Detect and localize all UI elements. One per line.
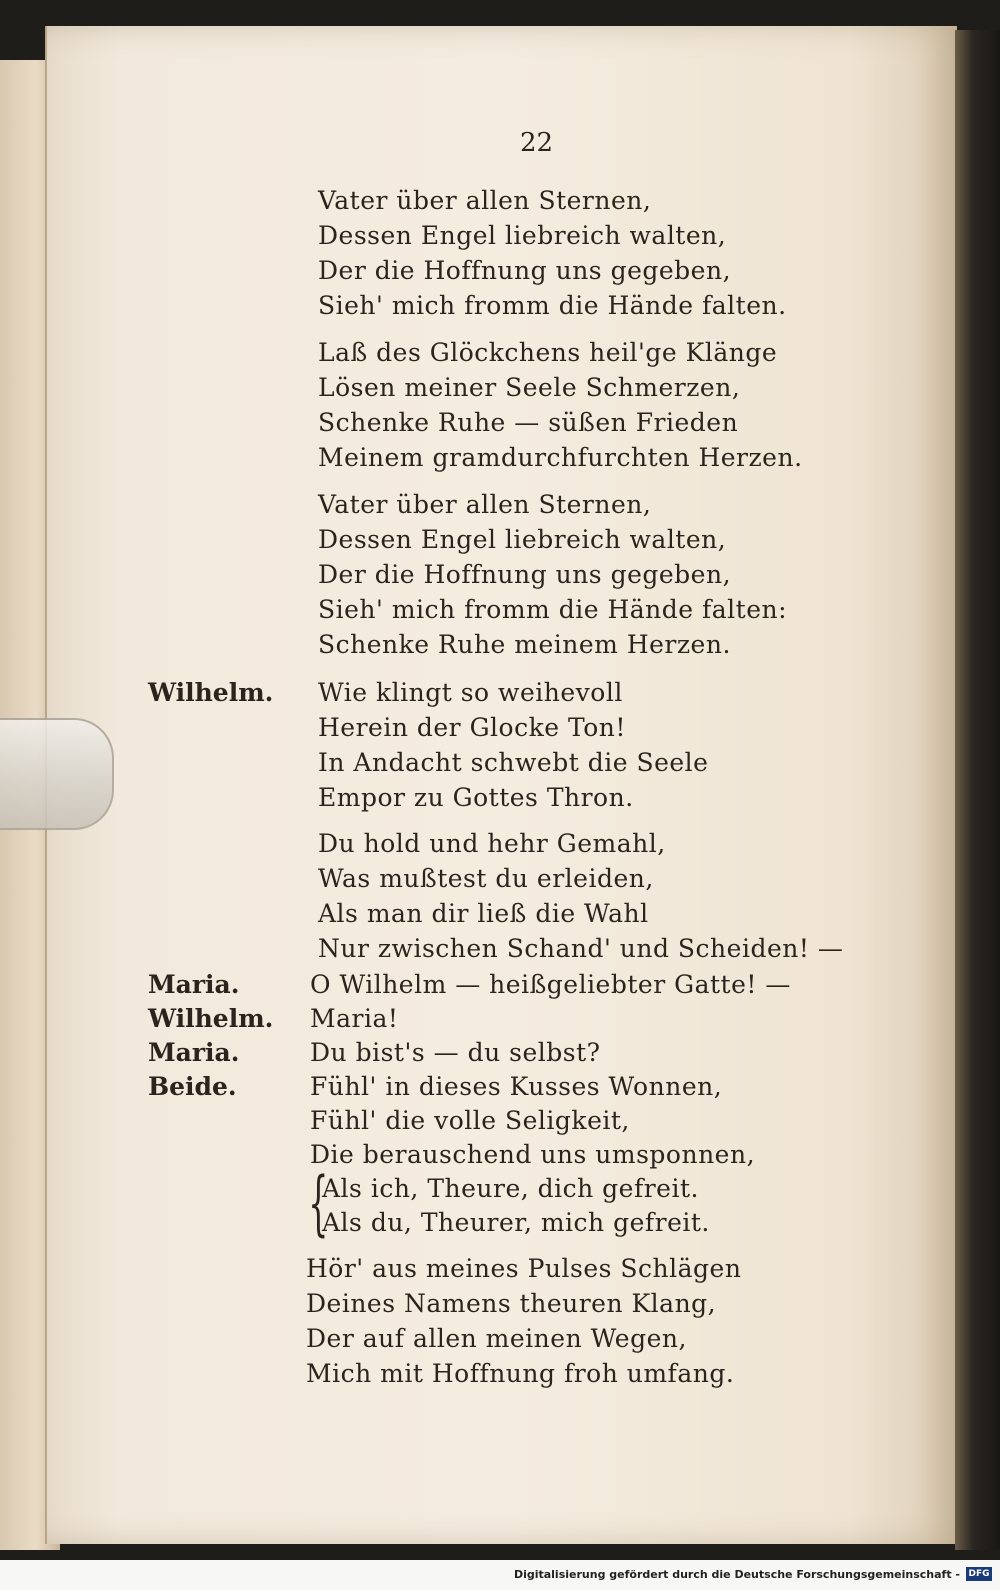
page-number: 22 — [520, 128, 554, 158]
text-line: Sieh' mich fromm die Hände falten: — [318, 595, 788, 624]
text-line: Wie klingt so weihevoll — [318, 678, 623, 707]
text-line: In Andacht schwebt die Seele — [318, 748, 709, 777]
text-line: Die berauschend uns umsponnen, — [310, 1140, 756, 1169]
speaker-label: Wilhelm. — [148, 1004, 274, 1033]
text-line: Nur zwischen Schand' und Scheiden! — — [318, 934, 844, 963]
text-line: Mich mit Hoffnung froh umfang. — [306, 1359, 735, 1388]
text-line: Du bist's — du selbst? — [310, 1038, 601, 1067]
text-line: Schenke Ruhe meinem Herzen. — [318, 630, 731, 659]
text-line: Sieh' mich fromm die Hände falten. — [318, 291, 787, 320]
text-line: Schenke Ruhe — süßen Frieden — [318, 408, 739, 437]
text-line: O Wilhelm — heißgeliebter Gatte! — — [310, 970, 791, 999]
text-line: Als ich, Theure, dich gefreit. — [322, 1174, 699, 1203]
footer-credit: Digitalisierung gefördert durch die Deutsche Forschungsgemeinschaft - — [513, 1568, 960, 1581]
speaker-label: Wilhelm. — [148, 678, 274, 707]
text-line: Deines Namens theuren Klang, — [306, 1289, 717, 1318]
text-line: Was mußtest du erleiden, — [318, 864, 654, 893]
text-line: Der die Hoffnung uns gegeben, — [318, 256, 732, 285]
text-line: Vater über allen Sternen, — [318, 186, 652, 215]
text-line: Vater über allen Sternen, — [318, 490, 652, 519]
right-page-edge — [955, 30, 1000, 1550]
text-line: Hör' aus meines Pulses Schlägen — [306, 1254, 742, 1283]
bracket-brace: { — [308, 1162, 329, 1244]
text-line: Der die Hoffnung uns gegeben, — [318, 560, 732, 589]
text-line: Empor zu Gottes Thron. — [318, 783, 634, 812]
text-line: Als man dir ließ die Wahl — [318, 899, 649, 928]
text-line: Als du, Theurer, mich gefreit. — [322, 1208, 710, 1237]
text-line: Dessen Engel liebreich walten, — [318, 221, 727, 250]
text-line: Lösen meiner Seele Schmerzen, — [318, 373, 741, 402]
text-line: Fühl' die volle Seligkeit, — [310, 1106, 630, 1135]
speaker-label: Beide. — [148, 1072, 237, 1101]
dfg-logo: DFG — [966, 1567, 992, 1581]
text-line: Herein der Glocke Ton! — [318, 713, 626, 742]
text-line: Der auf allen meinen Wegen, — [306, 1324, 687, 1353]
text-line: Fühl' in dieses Kusses Wonnen, — [310, 1072, 723, 1101]
page-clip — [0, 718, 114, 830]
text-line: Meinem gramdurchfurchten Herzen. — [318, 443, 803, 472]
speaker-label: Maria. — [148, 1038, 240, 1067]
text-line: Du hold und hehr Gemahl, — [318, 829, 666, 858]
speaker-label: Maria. — [148, 970, 240, 999]
text-line: Maria! — [310, 1004, 399, 1033]
text-line: Laß des Glöckchens heil'ge Klänge — [318, 338, 778, 367]
text-line: Dessen Engel liebreich walten, — [318, 525, 727, 554]
